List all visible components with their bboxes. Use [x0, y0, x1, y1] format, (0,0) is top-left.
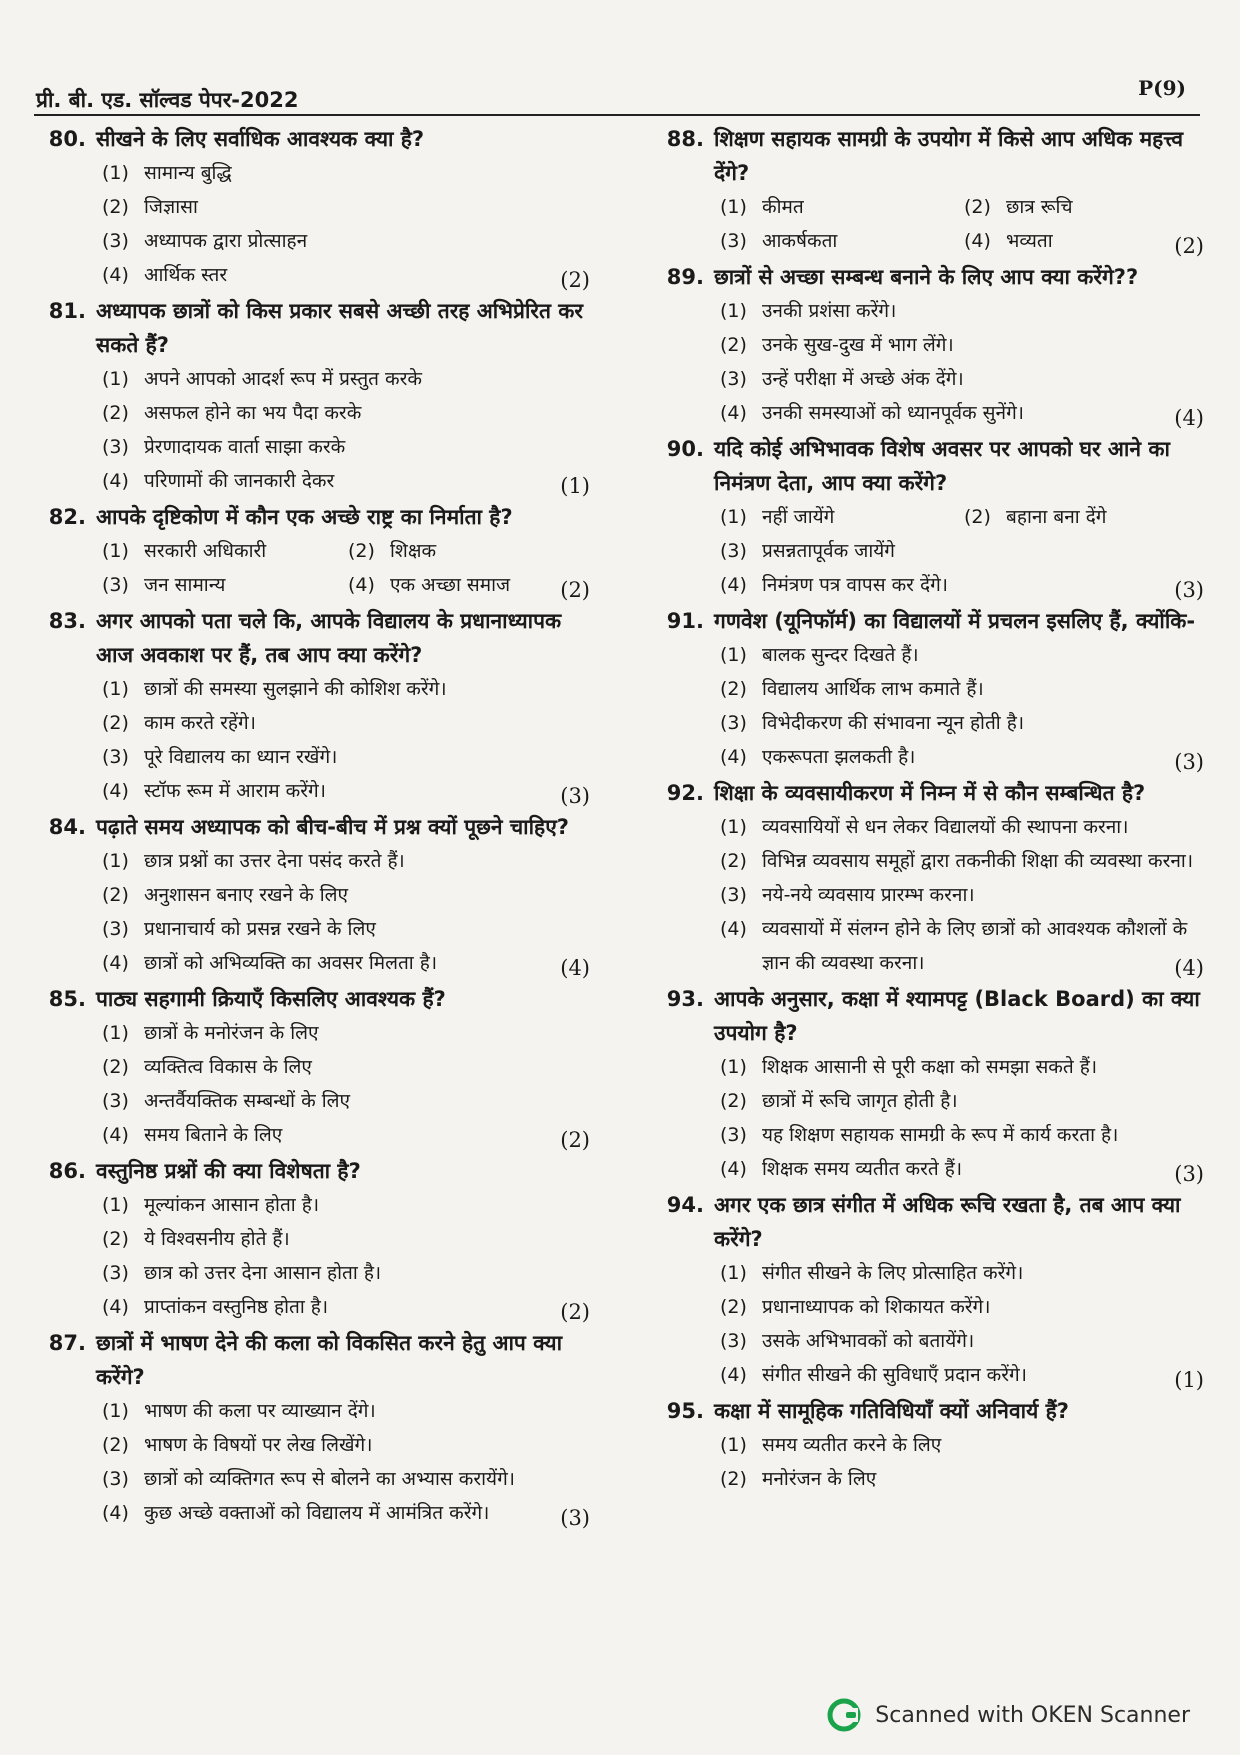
option-row	[720, 224, 1208, 258]
question-line	[34, 982, 594, 1016]
option-text: समय व्यतीत करने के लिए	[762, 1434, 942, 1456]
option-text: मूल्यांकन आसान होता है।	[144, 1194, 320, 1216]
option-text: एकरूपता झलकती है।	[762, 746, 916, 768]
option-item	[720, 362, 1208, 396]
options-list	[720, 638, 1208, 774]
question-block	[34, 982, 594, 1152]
question-text: कक्षा में सामूहिक गतिविधियाँ क्यों अनिवार्य हैं?	[714, 1399, 1069, 1423]
option-item	[720, 224, 964, 258]
question-block	[652, 776, 1208, 980]
question-text: आपके दृष्टिकोण में कौन एक अच्छे राष्ट्र का निर्माता है?	[96, 505, 513, 529]
question-number: 87.	[48, 1331, 86, 1355]
answer-key: (3)	[1174, 578, 1204, 602]
options-list	[102, 156, 594, 292]
option-item	[720, 500, 964, 534]
option-item	[102, 706, 594, 740]
question-number: 91.	[666, 609, 704, 633]
option-item	[102, 1050, 594, 1084]
options-list	[720, 294, 1208, 430]
option-number: (4)	[102, 470, 129, 492]
option-number: (2)	[720, 334, 747, 356]
question-text: छात्रों में भाषण देने की कला को विकसित करने हेतु आप क्या करेंगे?	[96, 1331, 563, 1389]
option-item	[102, 156, 594, 190]
answer-key: (3)	[560, 784, 590, 808]
question-number: 83.	[48, 609, 86, 633]
question-line	[34, 1154, 594, 1188]
option-item	[102, 258, 594, 292]
question-line	[652, 1188, 1208, 1256]
option-text: उनके सुख-दुख में भाग लेंगे।	[762, 334, 954, 356]
option-text: अनुशासन बनाए रखने के लिए	[144, 884, 349, 906]
option-number: (4)	[102, 780, 129, 802]
question-number: 82.	[48, 505, 86, 529]
option-number: (3)	[102, 1262, 129, 1284]
question-text: वस्तुनिष्ठ प्रश्नों की क्या विशेषता है?	[96, 1159, 361, 1183]
options-list	[720, 1050, 1208, 1186]
question-line	[652, 776, 1208, 810]
question-line	[652, 604, 1208, 638]
answer-key: (3)	[1174, 750, 1204, 774]
question-text: आपके अनुसार, कक्षा में श्यामपट्ट (Black Board) का क्या उपयोग है?	[714, 987, 1200, 1045]
question-line	[34, 604, 594, 672]
option-text: उनकी समस्याओं को ध्यानपूर्वक सुनेंगे।	[762, 402, 1024, 424]
option-item	[720, 1050, 1208, 1084]
option-item	[102, 1118, 594, 1152]
option-number: (1)	[720, 506, 747, 528]
option-number: (2)	[102, 1056, 129, 1078]
option-item	[102, 190, 594, 224]
options-list	[102, 1188, 594, 1324]
question-line	[34, 500, 594, 534]
question-text: पाठ्य सहगामी क्रियाएँ किसलिए आवश्यक हैं?	[96, 987, 446, 1011]
option-item	[720, 912, 1208, 980]
question-block	[34, 1326, 594, 1530]
question-text: गणवेश (यूनिफॉर्म) का विद्यालयों में प्रचलन इसलिए हैं, क्योंकि-	[714, 609, 1196, 633]
option-number: (3)	[720, 368, 747, 390]
option-text: नहीं जायेंगे	[762, 506, 835, 528]
question-line	[652, 432, 1208, 500]
option-number: (2)	[720, 1468, 747, 1490]
option-item	[102, 774, 594, 808]
question-text: अगर आपको पता चले कि, आपके विद्यालय के प्रधानाध्यापक आज अवकाश पर हैं, तब आप क्या करेंगे?	[96, 609, 562, 667]
option-text: अध्यापक द्वारा प्रोत्साहन	[144, 230, 308, 252]
option-number: (4)	[720, 918, 747, 940]
scanner-text: Scanned with OKEN Scanner	[875, 1702, 1190, 1728]
option-text: प्रेरणादायक वार्ता साझा करके	[144, 436, 346, 458]
option-number: (3)	[102, 918, 129, 940]
option-number: (2)	[964, 506, 991, 528]
option-item	[720, 1084, 1208, 1118]
option-item	[102, 672, 594, 706]
option-text: कुछ अच्छे वक्ताओं को विद्यालय में आमंत्रित करेंगे।	[144, 1502, 490, 1524]
answer-key: (2)	[560, 1128, 590, 1152]
option-text: आर्थिक स्तर	[144, 264, 228, 286]
option-item	[102, 740, 594, 774]
question-block	[652, 122, 1208, 258]
options-list	[720, 500, 1208, 602]
option-text: भाषण की कला पर व्याख्यान देंगे।	[144, 1400, 376, 1422]
option-text: छात्र रूचि	[1006, 196, 1073, 218]
option-text: छात्र को उत्तर देना आसान होता है।	[144, 1262, 382, 1284]
option-number: (4)	[720, 574, 747, 596]
option-number: (3)	[102, 1090, 129, 1112]
option-item	[102, 396, 594, 430]
option-number: (1)	[102, 850, 129, 872]
option-text: उन्हें परीक्षा में अच्छे अंक देंगे।	[762, 368, 964, 390]
question-line	[34, 294, 594, 362]
option-text: व्यक्तित्व विकास के लिए	[144, 1056, 312, 1078]
option-text: जन सामान्य	[144, 574, 226, 596]
options-list	[102, 1394, 594, 1530]
option-text: शिक्षक समय व्यतीत करते हैं।	[762, 1158, 963, 1180]
question-block	[34, 604, 594, 808]
option-number: (2)	[102, 1228, 129, 1250]
option-number: (2)	[102, 402, 129, 424]
option-number: (1)	[720, 816, 747, 838]
option-item	[720, 1428, 1208, 1462]
option-text: यह शिक्षण सहायक सामग्री के रूप में कार्य करता है।	[762, 1124, 1119, 1146]
options-list	[720, 810, 1208, 980]
option-number: (2)	[720, 850, 747, 872]
option-text: व्यवसायों में संलग्न होने के लिए छात्रों को आवश्यक कौशलों के ज्ञान की व्यवस्था करना।	[762, 918, 1188, 974]
option-number: (3)	[102, 746, 129, 768]
option-item	[102, 1084, 594, 1118]
question-number: 80.	[48, 127, 86, 151]
option-number: (1)	[720, 1434, 747, 1456]
option-item	[720, 1324, 1208, 1358]
question-line	[34, 1326, 594, 1394]
option-text: छात्रों को अभिव्यक्ति का अवसर मिलता है।	[144, 952, 438, 974]
question-number: 92.	[666, 781, 704, 805]
option-number: (3)	[102, 436, 129, 458]
option-number: (4)	[102, 952, 129, 974]
answer-key: (1)	[1174, 1368, 1204, 1392]
question-text: पढ़ाते समय अध्यापक को बीच-बीच में प्रश्न क्यों पूछने चाहिए?	[96, 815, 569, 839]
question-number: 85.	[48, 987, 86, 1011]
option-item	[720, 638, 1208, 672]
option-text: भव्यता	[1006, 230, 1053, 252]
option-text: छात्रों को व्यक्तिगत रूप से बोलने का अभ्यास करायेंगे।	[144, 1468, 515, 1490]
option-number: (1)	[720, 1056, 747, 1078]
option-row	[720, 500, 1208, 534]
question-block	[652, 982, 1208, 1186]
question-line	[34, 810, 594, 844]
option-number: (1)	[102, 1400, 129, 1422]
option-number: (2)	[102, 1434, 129, 1456]
option-text: असफल होने का भय पैदा करके	[144, 402, 362, 424]
option-text: निमंत्रण पत्र वापस कर देंगे।	[762, 574, 948, 596]
option-row	[720, 190, 1208, 224]
option-text: बहाना बना देंगे	[1006, 506, 1107, 528]
option-item	[102, 1462, 594, 1496]
option-text: विभेदीकरण की संभावना न्यून होती है।	[762, 712, 1025, 734]
question-block	[652, 260, 1208, 430]
option-text: अपने आपको आदर्श रूप में प्रस्तुत करके	[144, 368, 422, 390]
question-number: 90.	[666, 437, 704, 461]
question-block	[652, 604, 1208, 774]
option-item	[720, 1152, 1208, 1186]
options-list	[102, 534, 594, 602]
option-item	[102, 534, 348, 568]
options-list	[720, 1428, 1208, 1496]
question-block	[652, 432, 1208, 602]
option-number: (2)	[102, 196, 129, 218]
option-number: (1)	[102, 1022, 129, 1044]
option-number: (3)	[720, 1124, 747, 1146]
option-item	[102, 844, 594, 878]
option-number: (1)	[720, 300, 747, 322]
option-number: (1)	[720, 644, 747, 666]
option-number: (1)	[102, 1194, 129, 1216]
option-item	[720, 328, 1208, 362]
options-list	[102, 1016, 594, 1152]
option-text: मनोरंजन के लिए	[762, 1468, 877, 1490]
option-number: (3)	[102, 574, 129, 596]
question-text: शिक्षण सहायक सामग्री के उपयोग में किसे आप अधिक महत्त्व देंगे?	[714, 127, 1184, 185]
question-block	[652, 1394, 1208, 1496]
option-text: नये-नये व्यवसाय प्रारम्भ करना।	[762, 884, 975, 906]
option-item	[102, 362, 594, 396]
option-item	[720, 740, 1208, 774]
option-item	[102, 1496, 594, 1530]
question-text: शिक्षा के व्यवसायीकरण में निम्न में से कौन सम्बन्धित है?	[714, 781, 1146, 805]
question-number: 94.	[666, 1193, 704, 1217]
option-number: (4)	[720, 746, 747, 768]
answer-key: (4)	[560, 956, 590, 980]
options-list	[102, 844, 594, 980]
option-item	[102, 1394, 594, 1428]
answer-key: (3)	[1174, 1162, 1204, 1186]
option-item	[348, 534, 594, 568]
answer-key: (1)	[560, 474, 590, 498]
option-text: शिक्षक आसानी से पूरी कक्षा को समझा सकते हैं।	[762, 1056, 1098, 1078]
option-item	[964, 190, 1208, 224]
option-number: (4)	[102, 1502, 129, 1524]
question-text: अगर एक छात्र संगीत में अधिक रूचि रखता है, तब आप क्या करेंगे?	[714, 1193, 1181, 1251]
option-item	[720, 878, 1208, 912]
option-item	[720, 294, 1208, 328]
option-item	[964, 224, 1208, 258]
option-item	[102, 1016, 594, 1050]
option-text: संगीत सीखने की सुविधाएँ प्रदान करेंगे।	[762, 1364, 1027, 1386]
option-item	[720, 672, 1208, 706]
question-block	[34, 294, 594, 498]
option-item	[102, 912, 594, 946]
option-item	[102, 1188, 594, 1222]
option-text: छात्रों की समस्या सुलझाने की कोशिश करेंगे।	[144, 678, 447, 700]
option-number: (2)	[720, 678, 747, 700]
option-item	[102, 430, 594, 464]
option-number: (2)	[102, 884, 129, 906]
option-text: प्रधानाध्यापक को शिकायत करेंगे।	[762, 1296, 991, 1318]
question-line	[652, 260, 1208, 294]
option-number: (4)	[102, 1296, 129, 1318]
option-number: (3)	[102, 1468, 129, 1490]
option-item	[102, 878, 594, 912]
option-item	[720, 534, 1208, 568]
question-block	[34, 122, 594, 292]
option-item	[102, 464, 594, 498]
option-number: (3)	[720, 540, 747, 562]
option-number: (4)	[720, 1158, 747, 1180]
option-text: प्रसन्नतापूर्वक जायेंगे	[762, 540, 895, 562]
question-number: 93.	[666, 987, 704, 1011]
answer-key: (2)	[560, 1300, 590, 1324]
option-item	[720, 844, 1208, 878]
option-text: समय बिताने के लिए	[144, 1124, 283, 1146]
option-item	[102, 1222, 594, 1256]
option-number: (4)	[720, 402, 747, 424]
option-text: शिक्षक	[390, 540, 437, 562]
options-list	[720, 1256, 1208, 1392]
option-text: जिज्ञासा	[144, 196, 198, 218]
option-item	[348, 568, 594, 602]
option-number: (4)	[720, 1364, 747, 1386]
option-number: (3)	[720, 712, 747, 734]
right-column	[652, 122, 1208, 1498]
option-item	[720, 810, 1208, 844]
question-text: अध्यापक छात्रों को किस प्रकार सबसे अच्छी तरह अभिप्रेरित कर सकते हैं?	[96, 299, 583, 357]
option-number: (4)	[102, 264, 129, 286]
option-text: काम करते रहेंगे।	[144, 712, 256, 734]
option-text: बालक सुन्दर दिखते हैं।	[762, 644, 919, 666]
option-text: प्रधानाचार्य को प्रसन्न रखने के लिए	[144, 918, 376, 940]
option-text: ये विश्वसनीय होते हैं।	[144, 1228, 290, 1250]
option-item	[102, 224, 594, 258]
option-item	[720, 1462, 1208, 1496]
option-item	[102, 946, 594, 980]
option-number: (1)	[102, 540, 129, 562]
option-text: उनकी प्रशंसा करेंगे।	[762, 300, 897, 322]
option-number: (4)	[964, 230, 991, 252]
option-item	[720, 396, 1208, 430]
option-text: संगीत सीखने के लिए प्रोत्साहित करेंगे।	[762, 1262, 1024, 1284]
option-row	[102, 534, 594, 568]
option-text: भाषण के विषयों पर लेख लिखेंगे।	[144, 1434, 373, 1456]
options-list	[102, 672, 594, 808]
question-number: 81.	[48, 299, 86, 323]
option-text: आकर्षकता	[762, 230, 838, 252]
question-block	[34, 1154, 594, 1324]
option-number: (1)	[102, 368, 129, 390]
question-text: यदि कोई अभिभावक विशेष अवसर पर आपको घर आने का निमंत्रण देता, आप क्या करेंगे?	[714, 437, 1170, 495]
options-list	[102, 362, 594, 498]
question-number: 89.	[666, 265, 704, 289]
option-item	[720, 1256, 1208, 1290]
option-number: (3)	[720, 884, 747, 906]
option-item	[102, 568, 348, 602]
option-item	[720, 1118, 1208, 1152]
option-item	[720, 706, 1208, 740]
option-item	[720, 190, 964, 224]
question-text: सीखने के लिए सर्वाधिक आवश्यक क्या है?	[96, 127, 425, 151]
option-number: (2)	[348, 540, 375, 562]
option-number: (1)	[102, 162, 129, 184]
option-text: पूरे विद्यालय का ध्यान रखेंगे।	[144, 746, 338, 768]
question-number: 95.	[666, 1399, 704, 1423]
question-line	[652, 1394, 1208, 1428]
option-number: (3)	[720, 1330, 747, 1352]
option-number: (2)	[720, 1296, 747, 1318]
option-text: स्टॉफ रूम में आराम करेंगे।	[144, 780, 326, 802]
option-number: (4)	[102, 1124, 129, 1146]
page-number: P(9)	[1138, 76, 1186, 100]
option-text: प्राप्तांकन वस्तुनिष्ठ होता है।	[144, 1296, 329, 1318]
question-line	[652, 982, 1208, 1050]
option-number: (3)	[720, 230, 747, 252]
answer-key: (4)	[1174, 956, 1204, 980]
left-column	[34, 122, 594, 1532]
option-number: (2)	[964, 196, 991, 218]
answer-key: (2)	[1174, 234, 1204, 258]
option-number: (1)	[102, 678, 129, 700]
option-text: विभिन्न व्यवसाय समूहों द्वारा तकनीकी शिक्षा की व्यवस्था करना।	[762, 850, 1194, 872]
option-item	[102, 1256, 594, 1290]
question-text: छात्रों से अच्छा सम्बन्ध बनाने के लिए आप क्या करेंगे??	[714, 265, 1139, 289]
answer-key: (2)	[560, 578, 590, 602]
answer-key: (2)	[560, 268, 590, 292]
question-line	[652, 122, 1208, 190]
option-item	[720, 1290, 1208, 1324]
answer-key: (3)	[560, 1506, 590, 1530]
option-text: उसके अभिभावकों को बतायेंगे।	[762, 1330, 975, 1352]
question-number: 88.	[666, 127, 704, 151]
option-number: (2)	[102, 712, 129, 734]
option-text: छात्र प्रश्नों का उत्तर देना पसंद करते हैं।	[144, 850, 405, 872]
option-text: विद्यालय आर्थिक लाभ कमाते हैं।	[762, 678, 984, 700]
question-number: 84.	[48, 815, 86, 839]
option-number: (3)	[102, 230, 129, 252]
option-text: व्यवसायियों से धन लेकर विद्यालयों की स्थापना करना।	[762, 816, 1129, 838]
option-number: (1)	[720, 1262, 747, 1284]
option-item	[102, 1290, 594, 1324]
answer-key: (4)	[1174, 406, 1204, 430]
scanner-watermark	[827, 1698, 1190, 1732]
page-header-title: प्री. बी. एड. सॉल्वड पेपर-2022	[36, 88, 299, 112]
option-text: परिणामों की जानकारी देकर	[144, 470, 335, 492]
oken-scanner-logo-icon	[827, 1698, 861, 1732]
option-text: सामान्य बुद्धि	[144, 162, 232, 184]
options-list	[720, 190, 1208, 258]
option-item	[720, 1358, 1208, 1392]
question-block	[34, 500, 594, 602]
option-text: अन्तर्वैयक्तिक सम्बन्धों के लिए	[144, 1090, 351, 1112]
option-item	[720, 568, 1208, 602]
question-block	[652, 1188, 1208, 1392]
option-text: सरकारी अधिकारी	[144, 540, 267, 562]
option-number: (4)	[348, 574, 375, 596]
option-text: छात्रों के मनोरंजन के लिए	[144, 1022, 319, 1044]
header-divider	[34, 114, 1200, 116]
question-block	[34, 810, 594, 980]
option-number: (1)	[720, 196, 747, 218]
option-item	[102, 1428, 594, 1462]
option-text: छात्रों में रूचि जागृत होती है।	[762, 1090, 958, 1112]
option-text: कीमत	[762, 196, 804, 218]
option-row	[102, 568, 594, 602]
question-number: 86.	[48, 1159, 86, 1183]
question-line	[34, 122, 594, 156]
option-number: (2)	[720, 1090, 747, 1112]
option-item	[964, 500, 1208, 534]
option-text: एक अच्छा समाज	[390, 574, 511, 596]
